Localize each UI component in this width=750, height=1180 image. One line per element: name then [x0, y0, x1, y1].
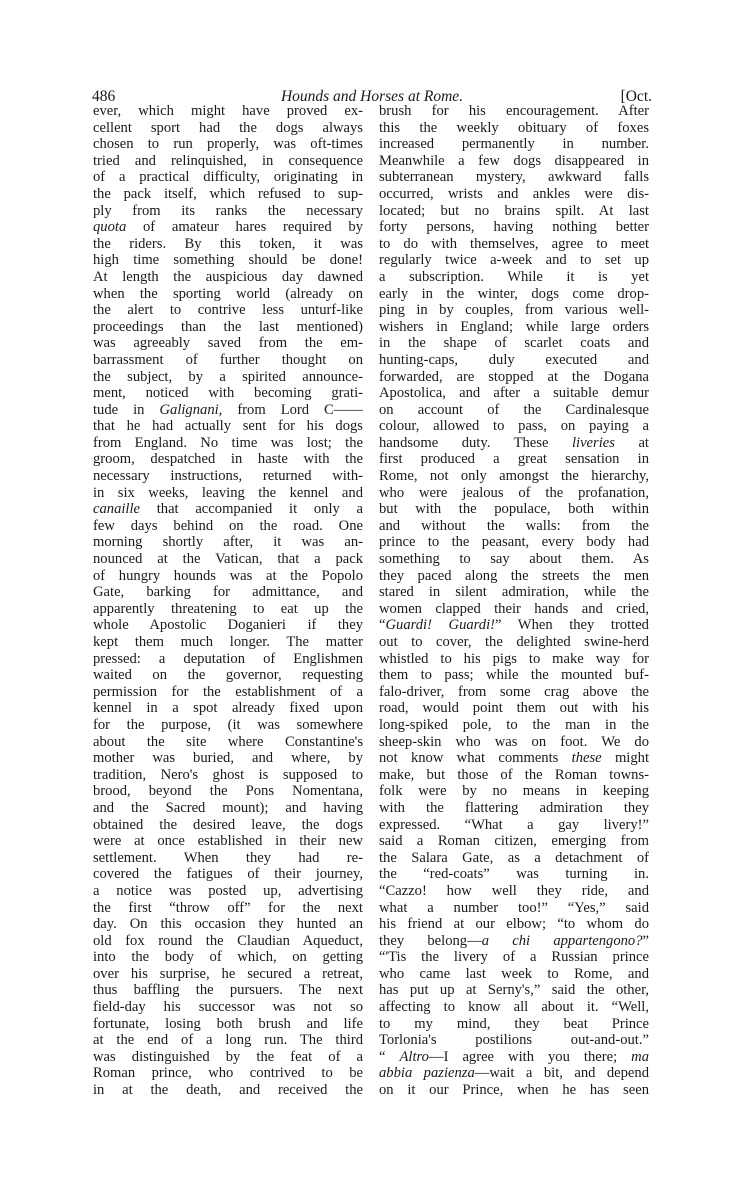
- text-line: Meanwhile a few dogs disappeared in: [379, 152, 649, 169]
- text-line: into the body of which, on getting: [93, 949, 363, 966]
- text-line: pressed: a deputation of Englishmen: [93, 650, 363, 667]
- text-line: wishers in England; while large orders: [379, 318, 649, 335]
- text-line: obtained the desired leave, the dogs: [93, 816, 363, 833]
- italic-text: Galignani: [159, 401, 219, 418]
- text-segment: that accompanied it only a: [140, 501, 363, 518]
- italic-text: liveries: [571, 434, 615, 451]
- text-line: old fox round the Claudian Aqueduct,: [93, 932, 363, 949]
- text-line: [379, 617, 649, 634]
- text-line: forty persons, having nothing better: [379, 219, 649, 236]
- text-line: from England. No time was lost; the: [93, 434, 363, 451]
- text-line: expressed. “What a gay livery!”: [379, 816, 649, 833]
- text-line: proceedings than the last mentioned): [93, 318, 363, 335]
- text-line: and the Sacred mount); and having: [93, 799, 363, 816]
- text-line: in six weeks, leaving the kennel and: [93, 484, 363, 501]
- text-segment: they belong—: [379, 932, 482, 949]
- text-line: ping in by couples, from various well-: [379, 302, 649, 319]
- text-line: make, but those of the Roman towns-: [379, 766, 649, 783]
- text-line: Rome, not only amongst the hierarchy,: [379, 468, 649, 485]
- text-line: prince to the peasant, every body had: [379, 534, 649, 551]
- text-line: was distinguished by the feat of a: [93, 1048, 363, 1065]
- text-line: to my mind, they beat Prince: [379, 1015, 649, 1032]
- text-line: early in the winter, dogs come drop-: [379, 285, 649, 302]
- text-line: settlement. When they had re-: [93, 849, 363, 866]
- text-line: said a Roman citizen, emerging from: [379, 833, 649, 850]
- text-line: on it our Prince, when he has seen: [379, 1082, 649, 1099]
- text-line: the Salara Gate, as a detachment of: [379, 849, 649, 866]
- text-line: over his surprise, he secured a retreat,: [93, 965, 363, 982]
- text-line: what a number too!” “Yes,” said: [379, 899, 649, 916]
- text-line: tradition, Nero's ghost is supposed to: [93, 766, 363, 783]
- text-line: this the weekly obituary of foxes: [379, 119, 649, 136]
- text-segment: not know what comments: [379, 750, 572, 767]
- text-segment: ”: [642, 932, 649, 949]
- text-line: ment, noticed with becoming grati-: [93, 385, 363, 402]
- text-line: At length the auspicious day dawned: [93, 268, 363, 285]
- italic-text: abbia pazienza: [379, 1065, 475, 1082]
- text-line: to do with themselves, agree to meet: [379, 235, 649, 252]
- text-line: [379, 933, 649, 950]
- text-line: the subject, by a spirited announce-: [93, 368, 363, 385]
- text-line: sheep-skin who was on foot. We do: [379, 733, 649, 750]
- text-column-right: [379, 103, 649, 1099]
- text-line: road, would point them out with his: [379, 700, 649, 717]
- text-line: were at once established in their new: [93, 833, 363, 850]
- text-line: that he had actually sent for his dogs: [93, 418, 363, 435]
- text-line: they paced along the streets the men: [379, 567, 649, 584]
- text-line: Apostolica, and after a suitable demur: [379, 385, 649, 402]
- text-line: fortunate, losing both brush and life: [93, 1015, 363, 1032]
- text-segment: at: [614, 434, 649, 451]
- text-line: of a practical difficulty, originating in: [93, 169, 363, 186]
- text-line: Roman prince, who contrived to be: [93, 1065, 363, 1082]
- text-line: hunting-caps, duly executed and: [379, 351, 649, 368]
- text-line: the first “throw off” for the next: [93, 899, 363, 916]
- text-line: but with the populace, both within: [379, 501, 649, 518]
- italic-text: Guardi! Guardi!: [385, 617, 496, 634]
- text-line: high time something should be done!: [93, 252, 363, 269]
- text-line: a subscription. While it is yet: [379, 268, 649, 285]
- text-line: covered the fatigues of their journey,: [93, 866, 363, 883]
- text-line: the pack itself, which refused to sup-: [93, 185, 363, 202]
- text-line: stared in silent admiration, while the: [379, 584, 649, 601]
- text-line: necessary instructions, returned with-: [93, 468, 363, 485]
- running-title: Hounds and Horses at Rome.: [280, 88, 464, 105]
- text-line: first produced a great sensation in: [379, 451, 649, 468]
- text-line: a notice was posted up, advertising: [93, 882, 363, 899]
- text-line: morning shortly after, it was an-: [93, 534, 363, 551]
- italic-text: canaille: [93, 501, 141, 518]
- text-line: with the flattering admiration they: [379, 799, 649, 816]
- text-line: who came last week to Rome, and: [379, 965, 649, 982]
- italic-text: a chi appartengono?: [481, 932, 643, 949]
- text-segment: , from Lord C——: [218, 401, 363, 418]
- text-line: out to cover, the delighted swine-herd: [379, 634, 649, 650]
- text-line: ever, which might have proved ex-: [93, 103, 363, 119]
- text-line: groom, despatched in haste with the: [93, 451, 363, 468]
- text-segment: of amateur hares required by: [126, 219, 363, 236]
- text-line: has put up at Serny's,” said the other,: [379, 982, 649, 999]
- text-line: day. On this occasion they hunted an: [93, 916, 363, 933]
- text-line: [93, 219, 363, 236]
- text-column-left: [93, 103, 363, 1099]
- text-segment: handsome duty. These: [379, 434, 572, 451]
- text-line: whole Apostolic Doganieri if they: [93, 617, 363, 634]
- text-segment: “: [379, 617, 386, 634]
- text-line: about the site where Constantine's: [93, 733, 363, 750]
- text-line: ply from its ranks the necessary: [93, 202, 363, 219]
- page-number: 486: [92, 88, 116, 105]
- text-line: waited on the governor, requesting: [93, 667, 363, 684]
- text-line: [93, 501, 363, 518]
- text-segment: might: [601, 750, 649, 767]
- text-line: Torlonia's postilions out-and-out.”: [379, 1032, 649, 1049]
- text-line: at the end of a long run. The third: [93, 1032, 363, 1049]
- text-line: [379, 750, 649, 767]
- issue-month: [Oct.: [620, 88, 652, 105]
- text-line: regularly twice a-week and to set up: [379, 252, 649, 269]
- text-line: them to pass; while the mounted buf-: [379, 667, 649, 684]
- text-line: falo-driver, from some crag above the: [379, 683, 649, 700]
- italic-text: ma: [631, 1048, 649, 1065]
- text-line: colour, allowed to pass, on paying a: [379, 418, 649, 435]
- text-segment: “: [379, 1048, 400, 1065]
- text-segment: —wait a bit, and depend: [474, 1065, 649, 1082]
- text-line: Gate, barking for admittance, and: [93, 584, 363, 601]
- text-line: kennel in a spot already fixed upon: [93, 700, 363, 717]
- text-line: in at the death, and received the: [93, 1082, 363, 1099]
- text-line: and without the walls: from the: [379, 517, 649, 534]
- text-line: thus baffling the pursuers. The next: [93, 982, 363, 999]
- text-segment: ” When they trotted: [495, 617, 649, 634]
- text-line: chosen to run properly, was oft-times: [93, 136, 363, 153]
- text-line: long-spiked pole, to the man in the: [379, 716, 649, 733]
- text-line: folk were by no means in keeping: [379, 783, 649, 800]
- text-line: forwarded, are stopped at the Dogana: [379, 368, 649, 385]
- text-line: [93, 402, 363, 419]
- text-line: “Cazzo! how well they ride, and: [379, 882, 649, 899]
- text-segment: —I agree with you there;: [428, 1048, 632, 1065]
- text-line: in the shape of scarlet coats and: [379, 335, 649, 352]
- text-line: women clapped their hands and cried,: [379, 600, 649, 617]
- text-line: [379, 435, 649, 452]
- italic-text: these: [571, 750, 602, 767]
- text-line: few days behind on the road. One: [93, 517, 363, 534]
- text-line: mother was buried, and where, by: [93, 750, 363, 767]
- text-line: occurred, wrists and ankles were dis-: [379, 185, 649, 202]
- text-line: permission for the establishment of a: [93, 683, 363, 700]
- text-line: when the sporting world (already on: [93, 285, 363, 302]
- text-line: of hungry hounds was at the Popolo: [93, 567, 363, 584]
- text-line: kept them much longer. The matter: [93, 634, 363, 650]
- text-line: field-day his successor was not so: [93, 999, 363, 1016]
- text-line: on account of the Cardinalesque: [379, 401, 649, 418]
- text-line: increased permanently in number.: [379, 136, 649, 153]
- italic-text: quota: [93, 219, 127, 236]
- text-line: cellent sport had the dogs always: [93, 119, 363, 136]
- text-line: something to say about them. As: [379, 551, 649, 568]
- text-line: located; but no brains spilt. At last: [379, 202, 649, 219]
- text-line: the “red-coats” was turning in.: [379, 866, 649, 883]
- text-line: barrassment of further thought on: [93, 351, 363, 368]
- text-line: whistled to his pigs to make way for: [379, 650, 649, 667]
- text-line: the riders. By this token, it was: [93, 235, 363, 252]
- text-segment: tude in: [93, 401, 160, 418]
- text-line: brush for his encouragement. After: [379, 103, 649, 119]
- text-line: the alert to contrive less unturf-like: [93, 302, 363, 319]
- text-line: “'Tis the livery of a Russian prince: [379, 949, 649, 966]
- text-line: nounced at the Vatican, that a pack: [93, 551, 363, 568]
- text-line: subterranean mystery, awkward falls: [379, 169, 649, 186]
- text-line: his friend at our elbow; “to whom do: [379, 916, 649, 933]
- text-line: [379, 1065, 649, 1082]
- text-line: affecting to know all about it. “Well,: [379, 999, 649, 1016]
- text-line: was agreeably saved from the em-: [93, 335, 363, 352]
- text-line: apparently threatening to eat up the: [93, 600, 363, 617]
- text-line: for the purpose, (it was somewhere: [93, 716, 363, 733]
- text-line: who were jealous of the profanation,: [379, 484, 649, 501]
- italic-text: Altro: [399, 1048, 429, 1065]
- text-line: [379, 1049, 649, 1066]
- text-line: tried and relinquished, in consequence: [93, 152, 363, 169]
- text-line: brood, beyond the Pons Nomentana,: [93, 783, 363, 800]
